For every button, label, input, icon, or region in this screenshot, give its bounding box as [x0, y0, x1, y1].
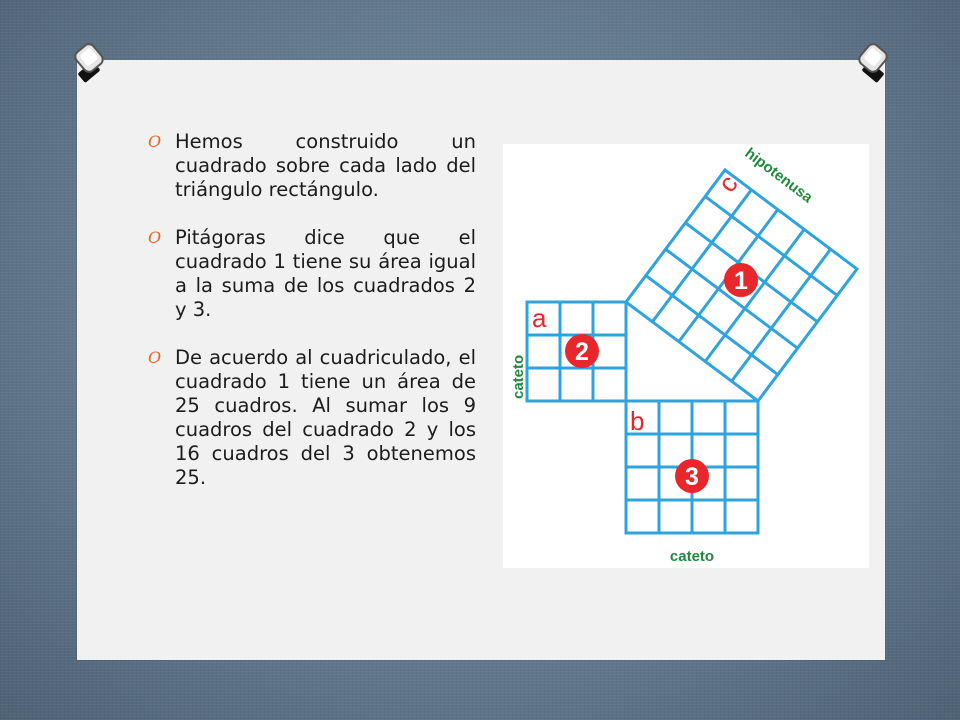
pythagoras-figure [503, 144, 869, 568]
square-2-number: 2 [575, 338, 589, 366]
bullet-item [148, 226, 476, 322]
bullet-item [148, 346, 476, 490]
label-b: b [630, 406, 645, 436]
bullet-item [148, 130, 476, 202]
bullet-marker: O [148, 132, 162, 151]
bullet-text: De acuerdo al cuadriculado, el cuadrado 1 tiene un área de 25 cuadros. Al sumar los 9 cuadros del cuadrado 2 y los 16 cuadros del 3 obtenemos 25. [175, 346, 476, 489]
pythagoras-diagram [503, 144, 869, 568]
label-a: a [532, 303, 547, 333]
bullet-marker: O [148, 228, 162, 247]
hypotenuse-label: hipotenusa [741, 144, 816, 207]
leg-left-label: cateto [510, 354, 527, 399]
square-3-number: 3 [685, 463, 699, 491]
bullet-marker: O [148, 348, 162, 367]
bullet-text: Pitágoras dice que el cuadrado 1 tiene su área igual a la suma de los cuadrados 2 y 3. [175, 226, 476, 321]
square-1-number: 1 [734, 267, 748, 295]
pushpin-top-left-icon [66, 40, 110, 86]
label-c: c [711, 169, 744, 198]
leg-bottom-label: cateto [669, 548, 715, 565]
bullet-list [148, 130, 476, 514]
bullet-text: Hemos construido un cuadrado sobre cada lado del triángulo rectángulo. [175, 130, 476, 201]
pushpin-top-right-icon [852, 40, 896, 86]
